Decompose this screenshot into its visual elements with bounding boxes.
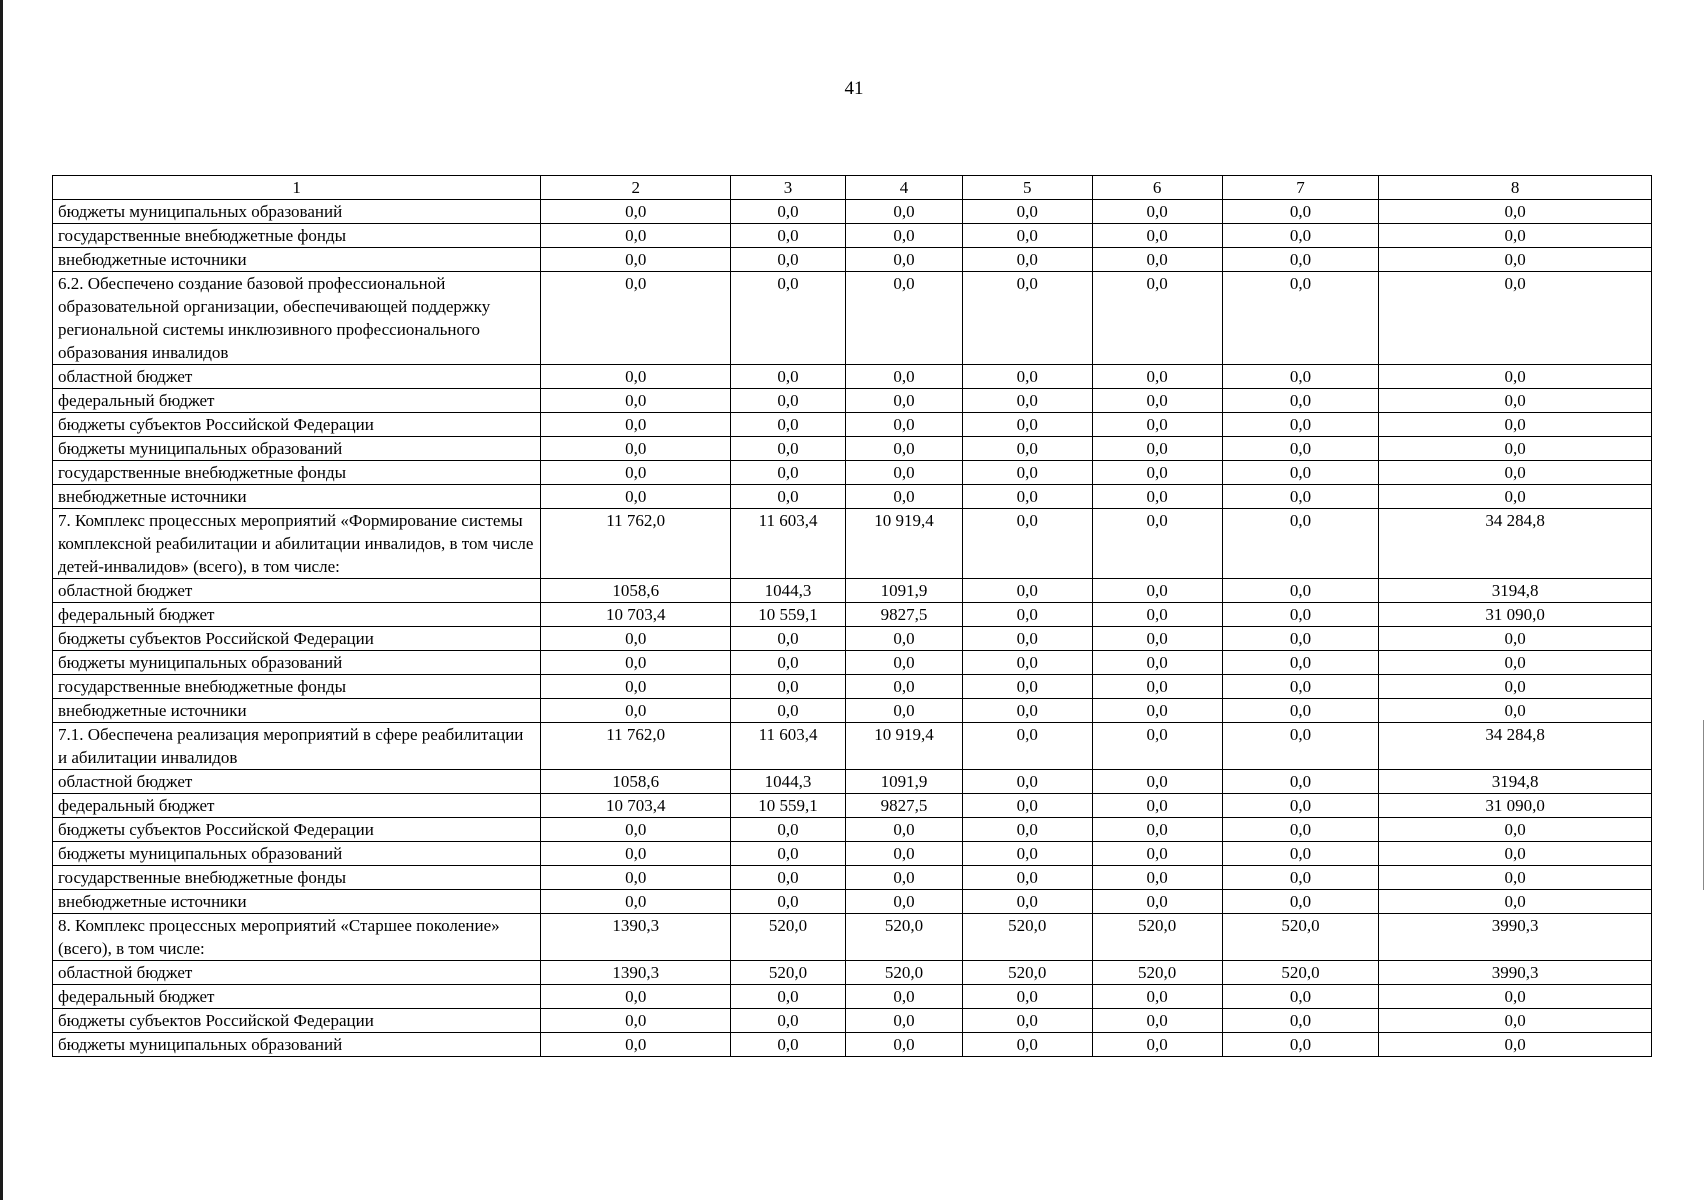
row-label: бюджеты муниципальных образований [53, 1033, 541, 1057]
cell-value: 0,0 [541, 485, 731, 509]
cell-value: 0,0 [962, 842, 1092, 866]
cell-value: 0,0 [1092, 675, 1222, 699]
cell-value: 0,0 [731, 627, 846, 651]
cell-value: 0,0 [962, 461, 1092, 485]
cell-value: 3990,3 [1379, 914, 1652, 961]
cell-value: 11 603,4 [731, 723, 846, 770]
cell-value: 3194,8 [1379, 579, 1652, 603]
cell-value: 0,0 [1092, 603, 1222, 627]
cell-value: 0,0 [541, 389, 731, 413]
table-row-subitem [53, 651, 1652, 675]
cell-value: 0,0 [1379, 413, 1652, 437]
cell-value: 0,0 [1222, 985, 1379, 1009]
cell-value: 0,0 [1092, 579, 1222, 603]
table-row-subitem [53, 890, 1652, 914]
cell-value: 0,0 [1379, 1033, 1652, 1057]
cell-value: 0,0 [846, 675, 963, 699]
cell-value: 1058,6 [541, 770, 731, 794]
table-row-subitem [53, 985, 1652, 1009]
cell-value: 3194,8 [1379, 770, 1652, 794]
table-row-subitem [53, 603, 1652, 627]
cell-value: 34 284,8 [1379, 723, 1652, 770]
cell-value: 0,0 [541, 1033, 731, 1057]
cell-value: 0,0 [1092, 842, 1222, 866]
cell-value: 0,0 [541, 413, 731, 437]
cell-value: 11 762,0 [541, 723, 731, 770]
cell-value: 0,0 [962, 365, 1092, 389]
table-body [53, 176, 1652, 1057]
cell-value: 0,0 [1379, 389, 1652, 413]
cell-value: 1390,3 [541, 914, 731, 961]
column-header: 1 [53, 176, 541, 200]
cell-value: 0,0 [1222, 389, 1379, 413]
table-row-subitem [53, 1033, 1652, 1057]
cell-value: 10 703,4 [541, 794, 731, 818]
cell-value: 520,0 [1092, 914, 1222, 961]
cell-value: 0,0 [731, 200, 846, 224]
cell-value: 0,0 [541, 272, 731, 365]
cell-value: 0,0 [1222, 1009, 1379, 1033]
row-label: областной бюджет [53, 770, 541, 794]
cell-value: 0,0 [962, 200, 1092, 224]
cell-value: 1044,3 [731, 579, 846, 603]
table-row-section [53, 509, 1652, 579]
cell-value: 0,0 [1092, 248, 1222, 272]
cell-value: 0,0 [962, 699, 1092, 723]
table-row-section [53, 723, 1652, 770]
row-label: внебюджетные источники [53, 248, 541, 272]
cell-value: 520,0 [846, 914, 963, 961]
row-label: бюджеты муниципальных образований [53, 437, 541, 461]
table-row-subitem [53, 770, 1652, 794]
cell-value: 1058,6 [541, 579, 731, 603]
cell-value: 0,0 [846, 651, 963, 675]
cell-value: 0,0 [731, 1033, 846, 1057]
cell-value: 0,0 [1222, 818, 1379, 842]
cell-value: 0,0 [1092, 627, 1222, 651]
table-row-subitem [53, 866, 1652, 890]
row-label: бюджеты муниципальных образований [53, 842, 541, 866]
cell-value: 0,0 [731, 985, 846, 1009]
cell-value: 0,0 [846, 985, 963, 1009]
cell-value: 3990,3 [1379, 961, 1652, 985]
cell-value: 0,0 [541, 200, 731, 224]
cell-value: 0,0 [1222, 603, 1379, 627]
cell-value: 0,0 [541, 842, 731, 866]
cell-value: 0,0 [1222, 365, 1379, 389]
row-label: 7. Комплекс процессных мероприятий «Формирование системы комплексной реабилитации и абилитации инвалидов, в том числе детей-инвалидов» (всего), в том числе: [53, 509, 541, 579]
cell-value: 0,0 [846, 485, 963, 509]
cell-value: 0,0 [962, 248, 1092, 272]
column-header: 4 [846, 176, 963, 200]
row-label: бюджеты субъектов Российской Федерации [53, 818, 541, 842]
cell-value: 0,0 [541, 627, 731, 651]
row-label: федеральный бюджет [53, 389, 541, 413]
cell-value: 0,0 [962, 437, 1092, 461]
cell-value: 0,0 [962, 794, 1092, 818]
table-row-subitem [53, 842, 1652, 866]
cell-value: 0,0 [731, 437, 846, 461]
cell-value: 0,0 [1379, 890, 1652, 914]
row-label: государственные внебюджетные фонды [53, 224, 541, 248]
cell-value: 0,0 [1222, 200, 1379, 224]
cell-value: 0,0 [1092, 461, 1222, 485]
cell-value: 0,0 [541, 818, 731, 842]
table-row-subitem [53, 365, 1652, 389]
cell-value: 0,0 [1092, 413, 1222, 437]
column-header: 6 [1092, 176, 1222, 200]
cell-value: 0,0 [962, 224, 1092, 248]
cell-value: 0,0 [846, 1009, 963, 1033]
row-label: внебюджетные источники [53, 890, 541, 914]
cell-value: 0,0 [962, 413, 1092, 437]
cell-value: 0,0 [1222, 699, 1379, 723]
cell-value: 11 603,4 [731, 509, 846, 579]
cell-value: 520,0 [731, 961, 846, 985]
cell-value: 10 919,4 [846, 723, 963, 770]
cell-value: 0,0 [962, 627, 1092, 651]
cell-value: 0,0 [1379, 461, 1652, 485]
cell-value: 0,0 [1222, 770, 1379, 794]
cell-value: 0,0 [1379, 866, 1652, 890]
table-row-subitem [53, 200, 1652, 224]
cell-value: 0,0 [1092, 509, 1222, 579]
cell-value: 0,0 [846, 842, 963, 866]
row-label: 8. Комплекс процессных мероприятий «Старшее поколение» (всего), в том числе: [53, 914, 541, 961]
cell-value: 0,0 [962, 770, 1092, 794]
scan-edge-mark [1703, 720, 1704, 890]
row-label: внебюджетные источники [53, 699, 541, 723]
cell-value: 0,0 [1092, 1033, 1222, 1057]
cell-value: 0,0 [1222, 794, 1379, 818]
cell-value: 0,0 [962, 603, 1092, 627]
row-label: бюджеты муниципальных образований [53, 200, 541, 224]
cell-value: 10 559,1 [731, 794, 846, 818]
cell-value: 0,0 [541, 437, 731, 461]
row-label: федеральный бюджет [53, 603, 541, 627]
cell-value: 0,0 [1379, 485, 1652, 509]
table-row-subitem [53, 224, 1652, 248]
cell-value: 0,0 [1379, 699, 1652, 723]
cell-value: 520,0 [846, 961, 963, 985]
cell-value: 0,0 [1379, 842, 1652, 866]
cell-value: 0,0 [731, 651, 846, 675]
cell-value: 0,0 [1222, 509, 1379, 579]
cell-value: 11 762,0 [541, 509, 731, 579]
cell-value: 0,0 [962, 389, 1092, 413]
cell-value: 0,0 [731, 675, 846, 699]
cell-value: 0,0 [1092, 699, 1222, 723]
row-label: 7.1. Обеспечена реализация мероприятий в сфере реабилитации и абилитации инвалидов [53, 723, 541, 770]
cell-value: 0,0 [731, 248, 846, 272]
row-label: областной бюджет [53, 365, 541, 389]
row-label: бюджеты субъектов Российской Федерации [53, 413, 541, 437]
cell-value: 0,0 [846, 866, 963, 890]
cell-value: 0,0 [962, 866, 1092, 890]
cell-value: 0,0 [846, 890, 963, 914]
cell-value: 0,0 [731, 413, 846, 437]
cell-value: 0,0 [1379, 365, 1652, 389]
row-label: бюджеты муниципальных образований [53, 651, 541, 675]
cell-value: 0,0 [1379, 248, 1652, 272]
cell-value: 0,0 [962, 723, 1092, 770]
cell-value: 0,0 [731, 389, 846, 413]
cell-value: 0,0 [1379, 1009, 1652, 1033]
table-row-subitem [53, 248, 1652, 272]
cell-value: 0,0 [962, 651, 1092, 675]
table-row-subitem [53, 389, 1652, 413]
cell-value: 0,0 [731, 461, 846, 485]
cell-value: 0,0 [541, 248, 731, 272]
cell-value: 0,0 [846, 699, 963, 723]
cell-value: 0,0 [1222, 1033, 1379, 1057]
cell-value: 31 090,0 [1379, 603, 1652, 627]
column-number-row [53, 176, 1652, 200]
table-row-subitem [53, 437, 1652, 461]
cell-value: 0,0 [1379, 437, 1652, 461]
cell-value: 0,0 [731, 1009, 846, 1033]
cell-value: 0,0 [846, 627, 963, 651]
cell-value: 0,0 [1222, 413, 1379, 437]
cell-value: 0,0 [1092, 224, 1222, 248]
cell-value: 0,0 [1092, 389, 1222, 413]
cell-value: 1091,9 [846, 770, 963, 794]
table-row-subitem [53, 485, 1652, 509]
cell-value: 0,0 [1222, 272, 1379, 365]
page-number: 41 [844, 78, 864, 99]
table-row-subitem [53, 413, 1652, 437]
cell-value: 0,0 [731, 699, 846, 723]
cell-value: 0,0 [541, 675, 731, 699]
cell-value: 0,0 [1379, 818, 1652, 842]
cell-value: 1091,9 [846, 579, 963, 603]
table-row-subitem [53, 818, 1652, 842]
cell-value: 34 284,8 [1379, 509, 1652, 579]
cell-value: 0,0 [1379, 627, 1652, 651]
cell-value: 0,0 [962, 509, 1092, 579]
cell-value: 0,0 [846, 461, 963, 485]
cell-value: 0,0 [541, 699, 731, 723]
table-row-subitem [53, 961, 1652, 985]
cell-value: 0,0 [846, 389, 963, 413]
cell-value: 0,0 [1092, 272, 1222, 365]
table-row-subitem [53, 627, 1652, 651]
cell-value: 0,0 [962, 1033, 1092, 1057]
cell-value: 10 919,4 [846, 509, 963, 579]
cell-value: 0,0 [962, 675, 1092, 699]
cell-value: 0,0 [846, 437, 963, 461]
cell-value: 0,0 [731, 842, 846, 866]
cell-value: 0,0 [962, 272, 1092, 365]
column-header: 8 [1379, 176, 1652, 200]
table-row-subitem [53, 1009, 1652, 1033]
cell-value: 0,0 [846, 248, 963, 272]
scan-edge-line [0, 0, 3, 1200]
cell-value: 0,0 [1379, 675, 1652, 699]
cell-value: 520,0 [1222, 914, 1379, 961]
cell-value: 0,0 [1092, 723, 1222, 770]
table-row-subitem [53, 699, 1652, 723]
cell-value: 0,0 [1092, 1009, 1222, 1033]
table-row-subitem [53, 675, 1652, 699]
cell-value: 0,0 [1222, 675, 1379, 699]
cell-value: 0,0 [1222, 461, 1379, 485]
budget-table [52, 175, 1652, 1057]
cell-value: 520,0 [1222, 961, 1379, 985]
cell-value: 9827,5 [846, 603, 963, 627]
cell-value: 0,0 [1222, 437, 1379, 461]
table-row-section [53, 914, 1652, 961]
cell-value: 0,0 [1222, 579, 1379, 603]
cell-value: 0,0 [731, 818, 846, 842]
column-header: 5 [962, 176, 1092, 200]
row-label: 6.2. Обеспечено создание базовой профессиональной образовательной организации, обеспечивающей поддержку региональной системы инклюзивного профессионального образования инвалидов [53, 272, 541, 365]
cell-value: 1390,3 [541, 961, 731, 985]
cell-value: 0,0 [1222, 627, 1379, 651]
cell-value: 0,0 [1092, 365, 1222, 389]
cell-value: 0,0 [1092, 437, 1222, 461]
cell-value: 1044,3 [731, 770, 846, 794]
cell-value: 0,0 [846, 224, 963, 248]
column-header: 3 [731, 176, 846, 200]
cell-value: 0,0 [1222, 485, 1379, 509]
cell-value: 0,0 [962, 1009, 1092, 1033]
table-row-subitem [53, 579, 1652, 603]
cell-value: 0,0 [1092, 818, 1222, 842]
cell-value: 0,0 [541, 985, 731, 1009]
cell-value: 0,0 [1222, 248, 1379, 272]
cell-value: 0,0 [846, 413, 963, 437]
cell-value: 0,0 [1092, 866, 1222, 890]
table-row-subitem [53, 794, 1652, 818]
cell-value: 0,0 [1092, 200, 1222, 224]
cell-value: 10 703,4 [541, 603, 731, 627]
row-label: областной бюджет [53, 579, 541, 603]
cell-value: 0,0 [1092, 485, 1222, 509]
cell-value: 0,0 [962, 818, 1092, 842]
row-label: бюджеты субъектов Российской Федерации [53, 627, 541, 651]
cell-value: 0,0 [1379, 272, 1652, 365]
cell-value: 0,0 [731, 866, 846, 890]
cell-value: 0,0 [1379, 224, 1652, 248]
cell-value: 0,0 [731, 365, 846, 389]
cell-value: 520,0 [962, 961, 1092, 985]
cell-value: 0,0 [846, 272, 963, 365]
table-row-section [53, 272, 1652, 365]
cell-value: 0,0 [541, 1009, 731, 1033]
cell-value: 0,0 [1092, 794, 1222, 818]
cell-value: 0,0 [846, 365, 963, 389]
row-label: областной бюджет [53, 961, 541, 985]
column-header: 2 [541, 176, 731, 200]
cell-value: 0,0 [1092, 890, 1222, 914]
cell-value: 0,0 [541, 461, 731, 485]
cell-value: 9827,5 [846, 794, 963, 818]
cell-value: 0,0 [962, 985, 1092, 1009]
cell-value: 0,0 [962, 485, 1092, 509]
table-row-subitem [53, 461, 1652, 485]
row-label: государственные внебюджетные фонды [53, 866, 541, 890]
row-label: федеральный бюджет [53, 985, 541, 1009]
cell-value: 0,0 [1379, 985, 1652, 1009]
cell-value: 31 090,0 [1379, 794, 1652, 818]
cell-value: 0,0 [541, 890, 731, 914]
cell-value: 0,0 [731, 890, 846, 914]
cell-value: 10 559,1 [731, 603, 846, 627]
row-label: государственные внебюджетные фонды [53, 675, 541, 699]
row-label: государственные внебюджетные фонды [53, 461, 541, 485]
cell-value: 520,0 [1092, 961, 1222, 985]
cell-value: 0,0 [1222, 866, 1379, 890]
cell-value: 0,0 [1379, 651, 1652, 675]
row-label: внебюджетные источники [53, 485, 541, 509]
cell-value: 0,0 [731, 485, 846, 509]
cell-value: 0,0 [541, 224, 731, 248]
cell-value: 0,0 [1092, 651, 1222, 675]
cell-value: 0,0 [962, 890, 1092, 914]
cell-value: 0,0 [846, 1033, 963, 1057]
column-header: 7 [1222, 176, 1379, 200]
row-label: бюджеты субъектов Российской Федерации [53, 1009, 541, 1033]
cell-value: 0,0 [731, 272, 846, 365]
cell-value: 0,0 [846, 818, 963, 842]
cell-value: 0,0 [962, 579, 1092, 603]
cell-value: 0,0 [1222, 842, 1379, 866]
cell-value: 520,0 [731, 914, 846, 961]
cell-value: 0,0 [846, 200, 963, 224]
cell-value: 0,0 [1222, 723, 1379, 770]
row-label: федеральный бюджет [53, 794, 541, 818]
cell-value: 0,0 [1222, 890, 1379, 914]
cell-value: 520,0 [962, 914, 1092, 961]
cell-value: 0,0 [1222, 651, 1379, 675]
cell-value: 0,0 [541, 365, 731, 389]
cell-value: 0,0 [1222, 224, 1379, 248]
cell-value: 0,0 [1379, 200, 1652, 224]
cell-value: 0,0 [541, 651, 731, 675]
cell-value: 0,0 [541, 866, 731, 890]
cell-value: 0,0 [731, 224, 846, 248]
cell-value: 0,0 [1092, 985, 1222, 1009]
cell-value: 0,0 [1092, 770, 1222, 794]
